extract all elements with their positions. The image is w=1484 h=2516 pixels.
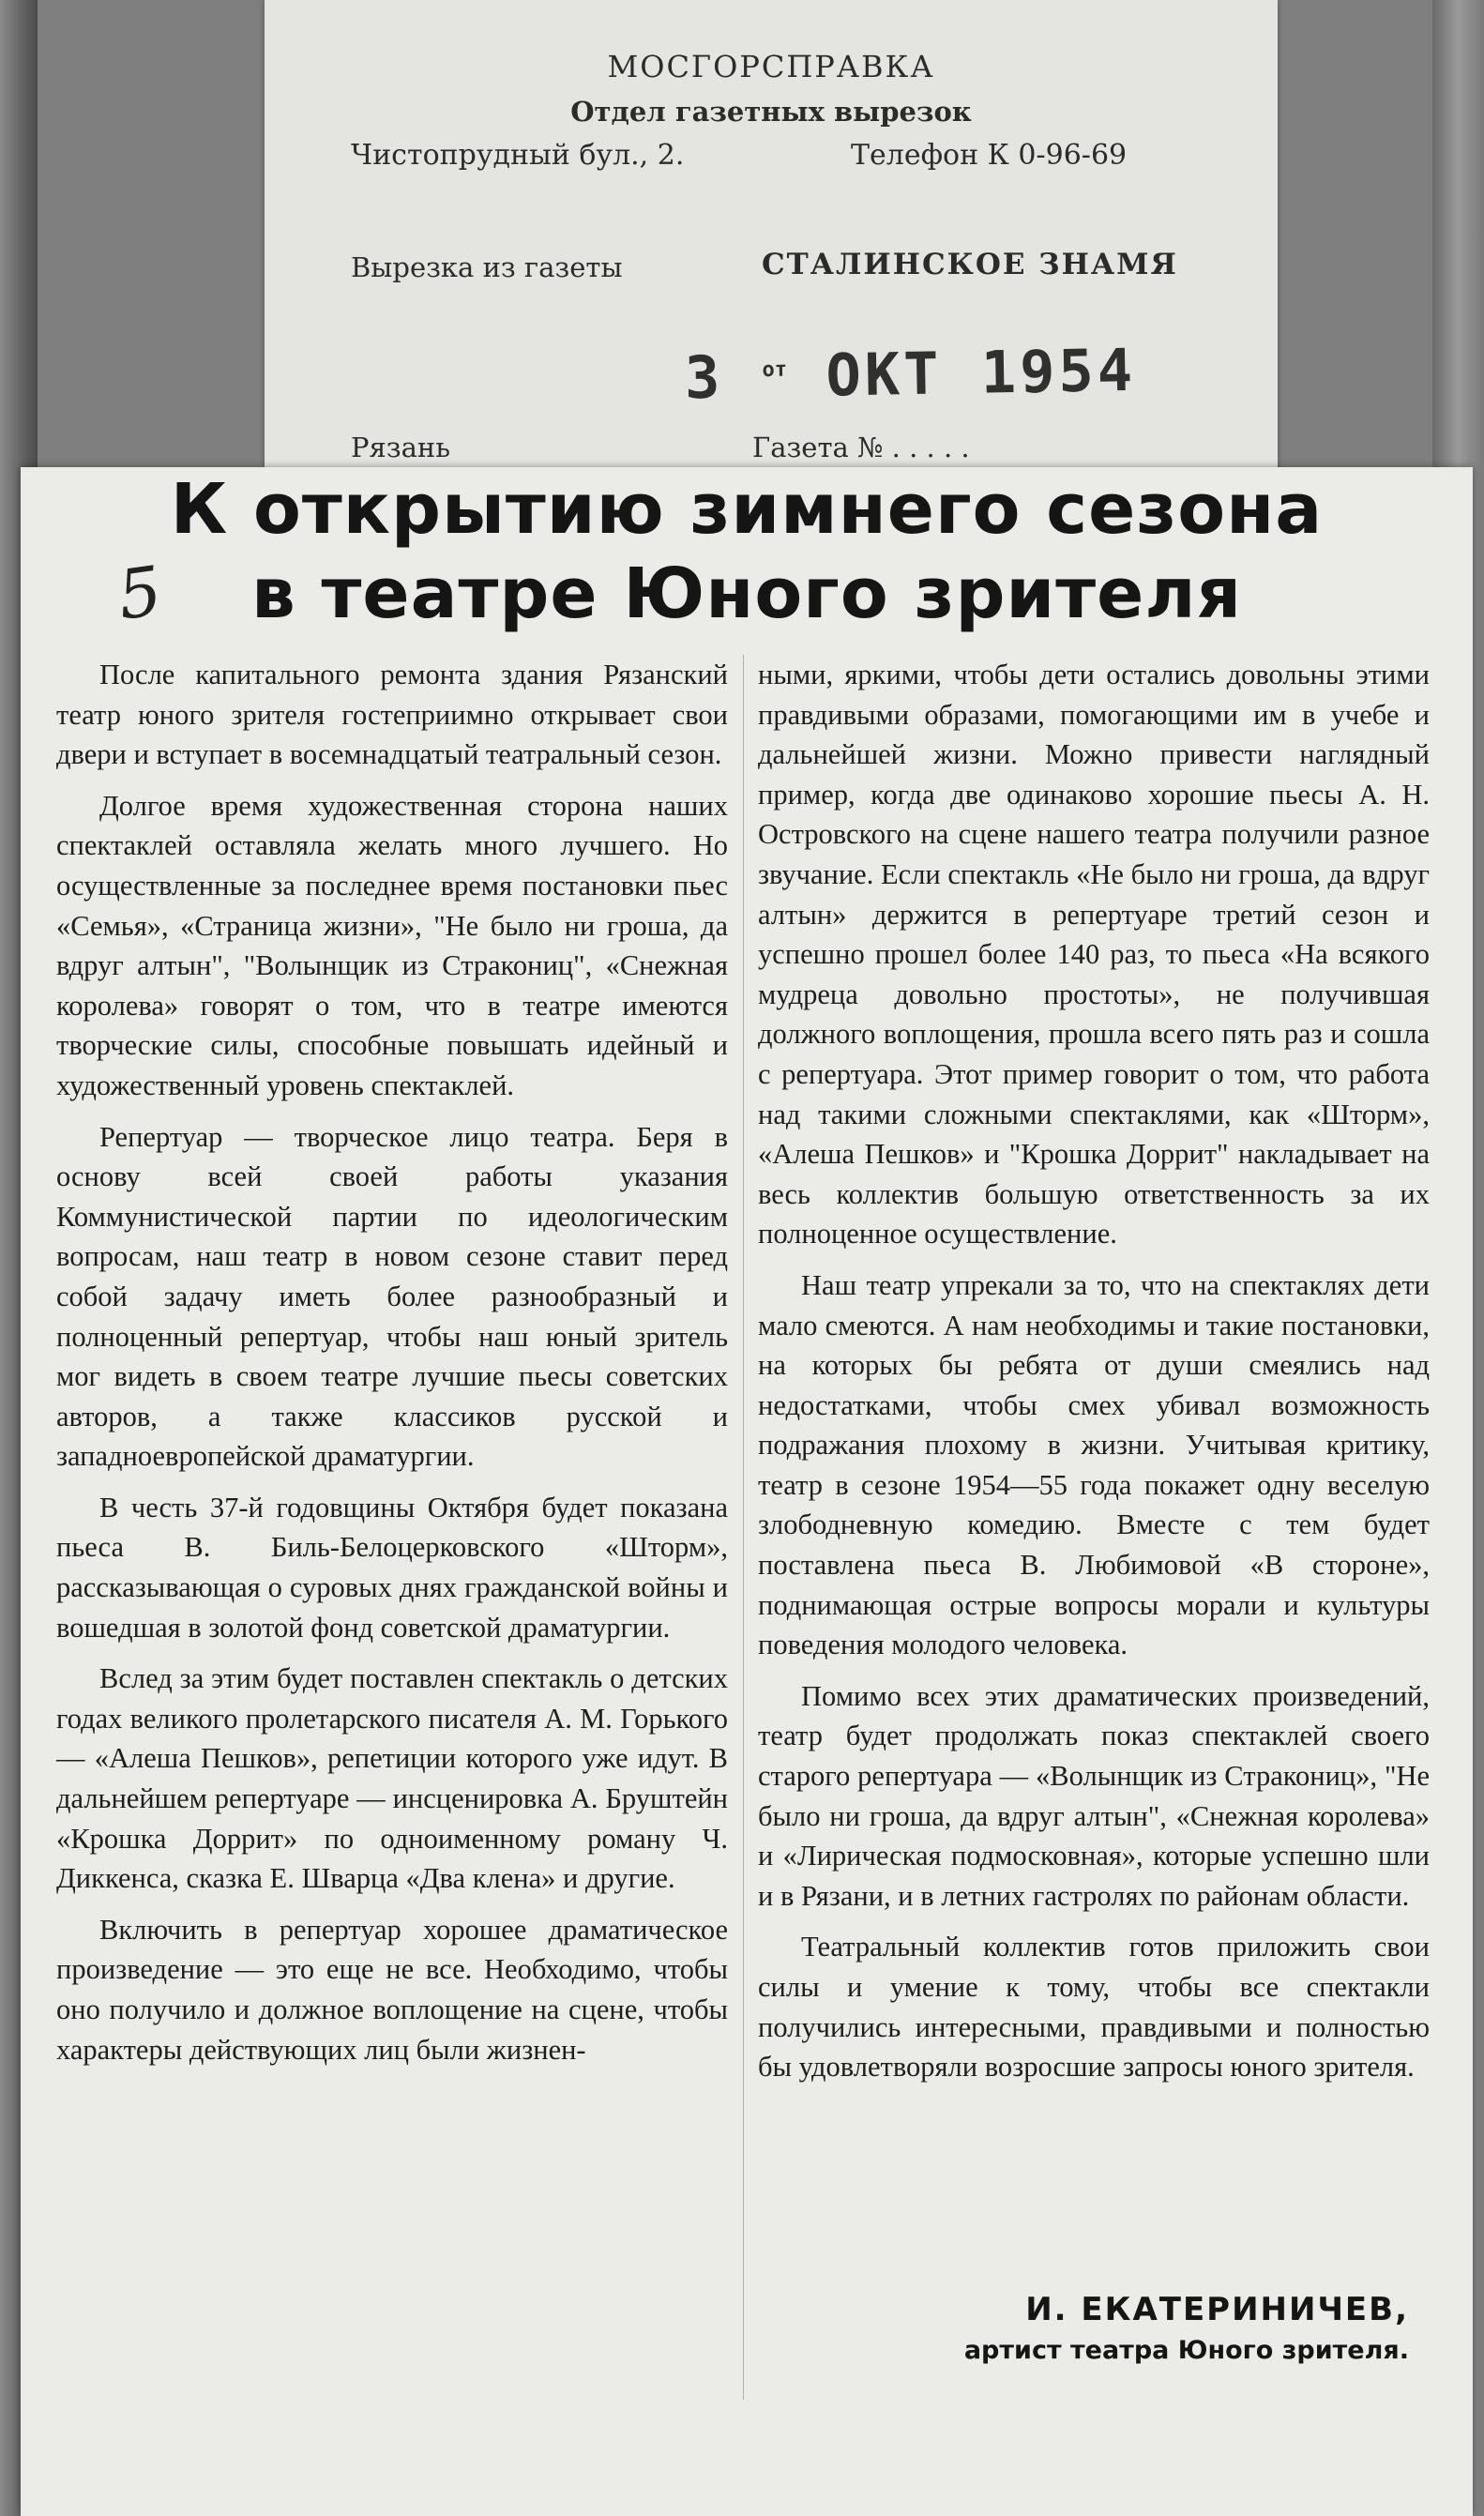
phone: Телефон К 0-96-69: [851, 139, 1128, 172]
headline-line-2: в театре Юного зрителя: [250, 553, 1243, 634]
paragraph: Долгое время художественная сторона наших спектаклей оставляла желать много лучшего. Но осуществленные за последнее время постановки пьес «Семья», «Страница жизни», "Не было ни гроша, да вдруг алтын", "Волынщик из Стракониц", «Снежная королева» говорят о том, что в театре имеются творческие силы, способные повышать идейный и художественный уровень спектаклей.: [56, 789, 728, 1101]
paragraph: Наш театр упрекали за то, что на спектаклях дети мало смеются. А нам необходимы и такие постановки, на которых бы ребята от души смеялись над недостатками, чтобы смех убивал возможность подражания плохому в жизни. Учитывая критику, театр в сезоне 1954—55 года покажет одну веселую злободневную комедию. Вместе с тем будет поставлена пьеса В. Любимовой «В стороне», поднимающая острые вопросы морали и культуры поведения молодого человека.: [758, 1268, 1430, 1661]
article-column-right: [758, 655, 1430, 2099]
stamp-ot: от: [762, 357, 788, 383]
author-role: артист театра Юного зрителя.: [963, 2336, 1409, 2365]
paragraph: Театральный коллектив готов приложить свои силы и умение к тому, чтобы все спектакли получились интересными, правдивыми и полностью бы удовлетворяли возросшие запросы юного зрителя.: [758, 1931, 1430, 2084]
stamp-prefix: 3: [684, 342, 724, 413]
article-column-left: [56, 655, 728, 2081]
author-name: И. ЕКАТЕРИНИЧЕВ,: [1025, 2291, 1409, 2328]
date-stamp: [684, 336, 1136, 412]
clipping-service-label: [265, 0, 1278, 525]
paragraph: Помимо всех этих драматических произведений, театр будет продолжать показ спектаклей своего старого репертуара — «Волынщик из Стракониц», "Не было ни гроша, да вдруг алтын", «Снежная королева» и «Лирическая подмосковная», которые успешно шли и в Рязани, и в летних гастролях по районам области.: [758, 1679, 1430, 1912]
city: Рязань: [351, 432, 451, 463]
newspaper-name: СТАЛИНСКОЕ ЗНАМЯ: [762, 248, 1178, 281]
newspaper-clipping: [21, 467, 1473, 2516]
paragraph: Репертуар — творческое лицо театра. Беря в основу всей своей работы указания Коммунистической партии по идеологическим вопросам, наш театр в новом сезоне ставит перед собой задачу иметь более разнообразный и полноценный репертуар, чтобы наш юный зритель мог видеть в своем театре лучшие пьесы советских авторов, а также классиков русской и западноевропейской драматургии.: [56, 1120, 728, 1473]
paragraph: Вслед за этим будет поставлен спектакль о детских годах великого пролетарского писателя А. М. Горького — «Алеша Пешков», репетиции которого уже идут. В дальнейшем репертуаре — инсценировка А. Бруштейн «Крошка Доррит» по одноименному роману Ч. Диккенса, сказка Е. Шварца «Два клена» и другие.: [56, 1662, 728, 1895]
address: Чистопрудный бул., 2.: [351, 139, 685, 172]
paragraph: После капитального ремонта здания Рязанский театр юного зрителя гостеприимно открывает свои двери и вступает в восемнадцатый театральный сезон.: [56, 659, 728, 771]
cutting-from-label: Вырезка из газеты: [351, 251, 623, 283]
org-name: МОСГОРСПРАВКА: [607, 49, 935, 84]
stamp-date: ОКТ 1954: [825, 335, 1137, 410]
paragraph: Включить в репертуар хорошее драматическое произведение — это еще не все. Необходимо, чтобы оно получило и должное воплощение на сцене, чтобы характеры действующих лиц были жизнен-: [56, 1913, 728, 2066]
gazeta-number: Газета № . . . . .: [752, 432, 970, 463]
headline-line-1: К открытию зимнего сезона: [170, 469, 1324, 550]
column-divider: [743, 655, 744, 2400]
department-name: Отдел газетных вырезок: [570, 96, 972, 128]
handwritten-page-mark: 5: [113, 551, 167, 635]
paragraph: В честь 37-й годовщины Октября будет показана пьеса В. Биль-Белоцерковского «Шторм», рассказывающая о суровых днях гражданской войны и вошедшая в золотой фонд советской драматургии.: [56, 1491, 728, 1644]
paragraph: ными, яркими, чтобы дети остались довольны этими правдивыми образами, помогающими им в учебе и дальнейшей жизни. Можно привести наглядный пример, когда две одинаково хорошие пьесы А. Н. Островского на сцене нашего театра получили разное звучание. Если спектакль «Не было ни гроша, да вдруг алтын» держится в репертуаре третий сезон и успешно прошел более 140 раз, то пьеса «На всякого мудреца довольно простоты», не получившая должного воплощения, прошла всего пять раз и сошла с репертуара. Этот пример говорит о том, что работа над такими сложными спектаклями, как «Шторм», «Алеша Пешков» и "Крошка Доррит" накладывает на весь коллектив большую ответственность за их полноценное осуществление.: [758, 659, 1430, 1250]
